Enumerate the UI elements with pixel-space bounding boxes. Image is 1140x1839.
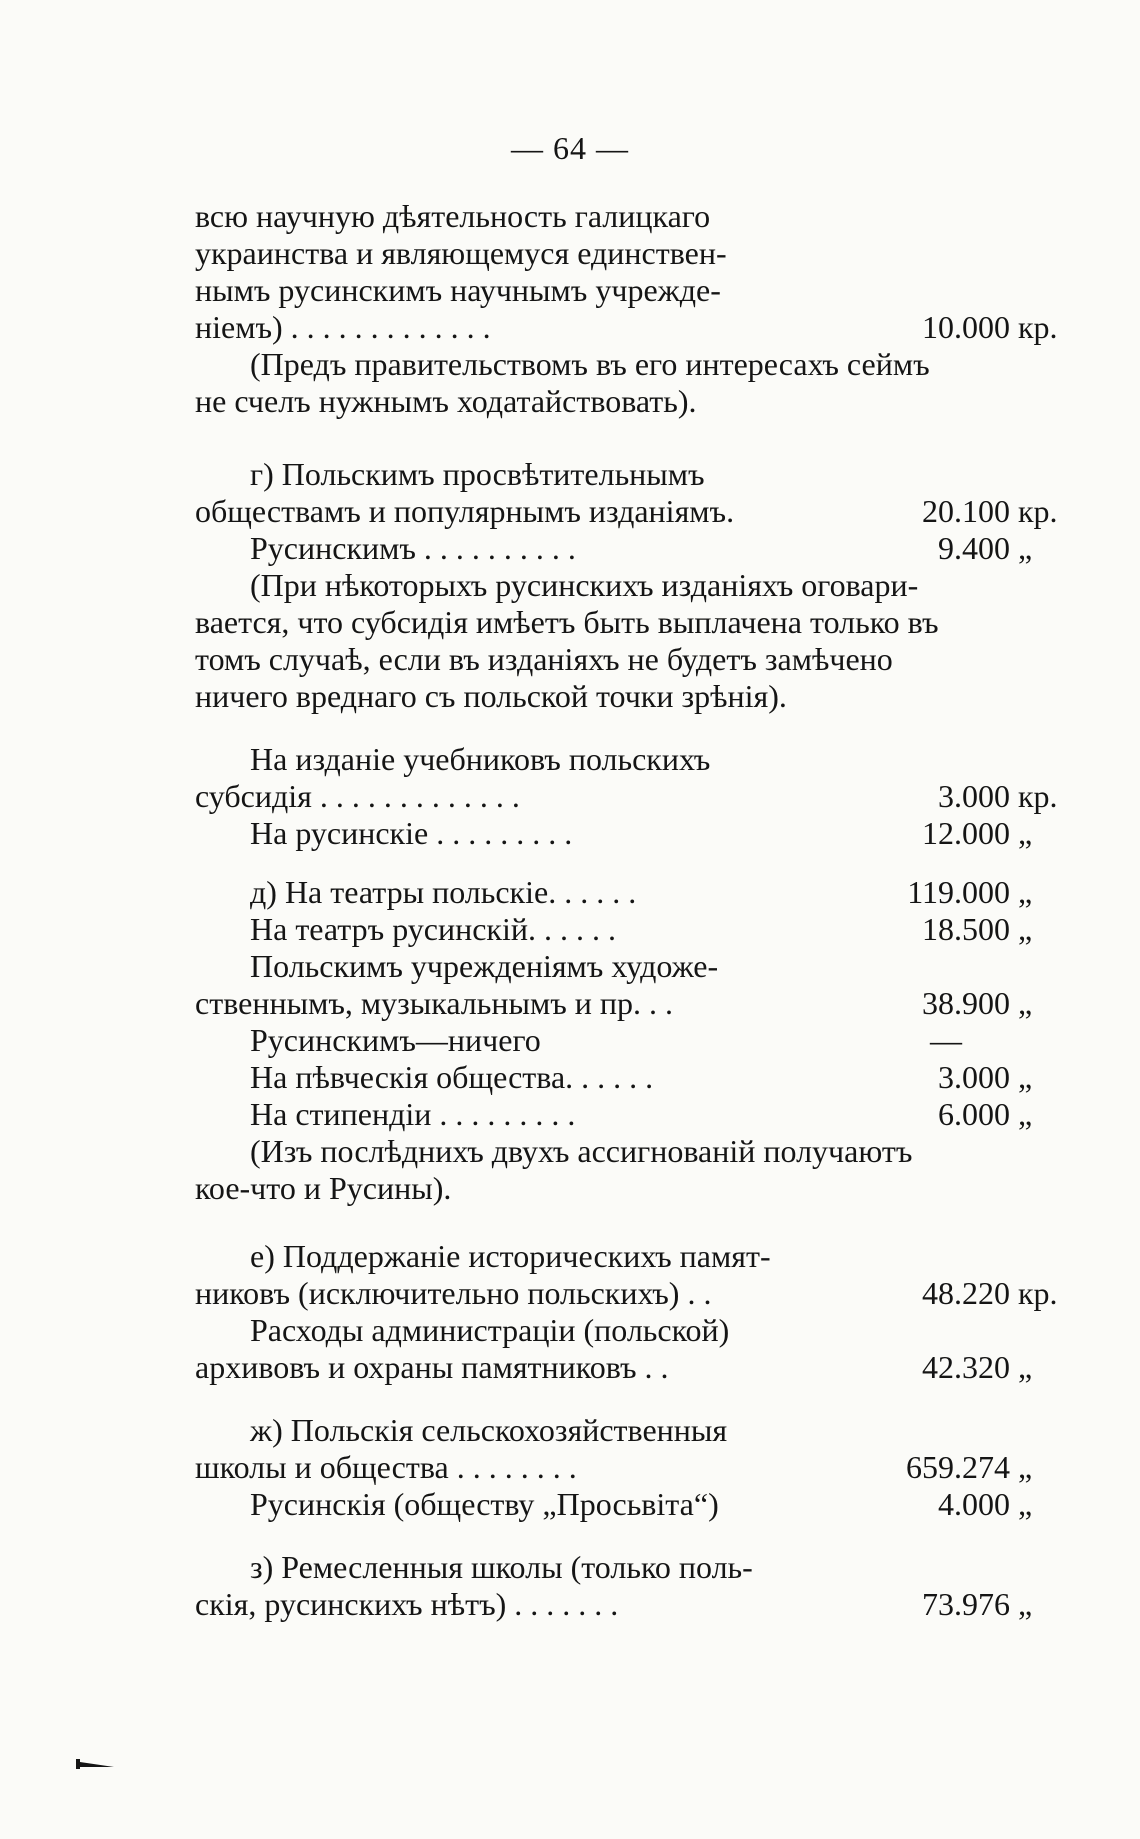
text-line: Расходы администраціи (польской) <box>250 1312 730 1348</box>
unit: „ <box>1018 874 1033 910</box>
text-line: ничего вреднаго съ польской точки зрѣнія). <box>195 678 787 714</box>
unit: „ <box>1018 1096 1033 1132</box>
text-line: На изданіе учебниковъ польскихъ <box>250 741 711 777</box>
text-line: На театръ русинскій. . . . . . <box>250 911 616 947</box>
text-line: нымъ русинскимъ научнымъ учрежде- <box>195 272 721 308</box>
unit: „ <box>1018 1349 1033 1385</box>
amount: 4.000 <box>938 1486 1010 1522</box>
text-line: украинства и являющемуся единствен- <box>195 235 727 271</box>
text-line: всю научную дѣятельность галицкаго <box>195 198 711 234</box>
unit: „ <box>1018 530 1033 566</box>
amount: 10.000 <box>922 309 1010 345</box>
text-line: (При нѣкоторыхъ русинскихъ изданіяхъ оговари- <box>250 567 919 603</box>
amount: 659.274 <box>906 1449 1010 1485</box>
amount: 48.220 <box>922 1275 1010 1311</box>
unit: кр. <box>1018 778 1058 814</box>
unit: кр. <box>1018 493 1058 529</box>
amount: 3.000 <box>938 778 1010 814</box>
text-line: г) Польскимъ просвѣтительнымъ <box>250 456 705 492</box>
text-line: кое-что и Русины). <box>195 1170 452 1206</box>
amount: 119.000 <box>907 874 1010 910</box>
unit: „ <box>1018 815 1033 851</box>
amount: 6.000 <box>938 1096 1010 1132</box>
unit: „ <box>1018 1449 1033 1485</box>
text-line: томъ случаѣ, если въ изданіяхъ не будетъ замѣчено <box>195 641 893 677</box>
text-line: никовъ (исключительно польскихъ) . . <box>195 1275 712 1311</box>
page-number: — 64 — <box>511 130 629 166</box>
amount: 73.976 <box>922 1586 1010 1622</box>
unit: кр. <box>1018 1275 1058 1311</box>
text-line: Русинскимъ . . . . . . . . . . <box>250 530 576 566</box>
text-line: ніемъ) . . . . . . . . . . . . . <box>195 309 491 345</box>
text-line: не счелъ нужнымъ ходатайствовать). <box>195 383 697 419</box>
text-line: ж) Польскія сельскохозяйственныя <box>250 1412 728 1448</box>
amount: 38.900 <box>922 985 1010 1021</box>
text-line: (Предъ правительствомъ въ его интересахъ сеймъ <box>250 346 930 382</box>
text-line: д) На театры польскіе. . . . . . <box>250 874 637 910</box>
text-line: вается, что субсидія имѣетъ быть выплачена только въ <box>195 604 939 640</box>
amount: 20.100 <box>922 493 1010 529</box>
unit: „ <box>1018 1486 1033 1522</box>
text-line: Русинскимъ—ничего <box>250 1022 541 1058</box>
text-line: школы и общества . . . . . . . . <box>195 1449 577 1485</box>
text-line: скія, русинскихъ нѣтъ) . . . . . . . <box>195 1586 619 1622</box>
unit: кр. <box>1018 309 1058 345</box>
amount: 12.000 <box>922 815 1010 851</box>
unit: „ <box>1018 911 1033 947</box>
text-line: На стипендіи . . . . . . . . . <box>250 1096 576 1132</box>
amount: 42.320 <box>922 1349 1010 1385</box>
text-line: На русинскіе . . . . . . . . . <box>250 815 573 851</box>
unit: „ <box>1018 985 1033 1021</box>
amount: 18.500 <box>922 911 1010 947</box>
text-line: обществамъ и популярнымъ изданіямъ. <box>195 493 735 529</box>
text-line: Русинскія (обществу „Просьвіта“) <box>250 1486 719 1522</box>
dash-nil: — <box>930 1022 962 1058</box>
printer-mark-icon <box>74 1757 122 1771</box>
text-line: Польскимъ учрежденіямъ художе- <box>250 948 719 984</box>
text-line: з) Ремесленныя школы (только поль- <box>250 1549 753 1585</box>
text-line: (Изъ послѣднихъ двухъ ассигнованій получаютъ <box>250 1133 913 1169</box>
text-line: На пѣвческія общества. . . . . . <box>250 1059 654 1095</box>
amount: 3.000 <box>938 1059 1010 1095</box>
text-line: е) Поддержаніе историческихъ памят- <box>250 1238 771 1274</box>
text-line: архивовъ и охраны памятниковъ . . <box>195 1349 669 1385</box>
text-line: субсидія . . . . . . . . . . . . . <box>195 778 520 814</box>
amount: 9.400 <box>938 530 1010 566</box>
unit: „ <box>1018 1586 1033 1622</box>
text-line: ственнымъ, музыкальнымъ и пр. . . <box>195 985 674 1021</box>
unit: „ <box>1018 1059 1033 1095</box>
